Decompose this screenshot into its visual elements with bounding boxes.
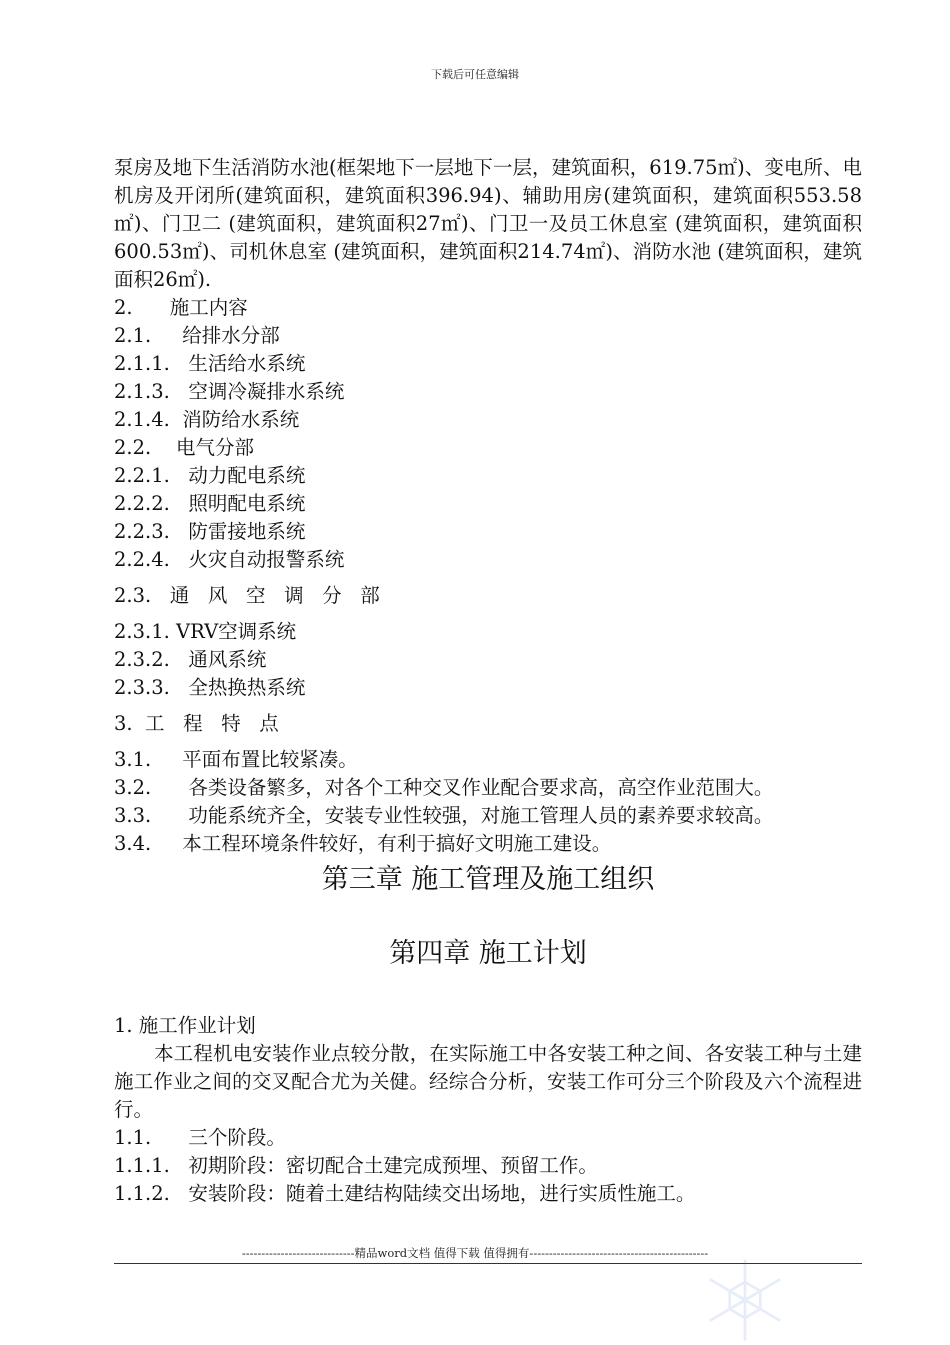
page-footer: -----------------------------精品word文档 值得下载 值得拥有---------------------------------------------- bbox=[241, 1246, 709, 1260]
section-2-3-2: 2.3.2. 通风系统 bbox=[114, 648, 267, 671]
section-3-1: 3.1. 平面布置比较紧凑。 bbox=[114, 748, 358, 771]
section-2-2-3: 2.2.3. 防雷接地系统 bbox=[114, 520, 306, 543]
section-2-3-3: 2.3.3. 全热换热系统 bbox=[114, 676, 306, 699]
section-2-2-4: 2.2.4. 火灾自动报警系统 bbox=[114, 548, 345, 571]
section-2-1-1: 2.1.1. 生活给水系统 bbox=[114, 352, 306, 375]
section-2-1-3: 2.1.3. 空调冷凝排水系统 bbox=[114, 380, 345, 403]
plan-1-1-2: 1.1.2. 安装阶段：随着土建结构陆续交出场地，进行实质性施工。 bbox=[114, 1182, 696, 1205]
plan-1-1: 1.1. 三个阶段。 bbox=[114, 1126, 286, 1149]
section-2-3-title: 2.3. 通 风 空 调 分 部 bbox=[114, 584, 380, 607]
section-3-title: 3. 工 程 特 点 bbox=[114, 712, 279, 735]
page-header: 下载后可任意编辑 bbox=[431, 68, 519, 81]
document-body bbox=[114, 154, 862, 1208]
section-2-1-4: 2.1.4. 消防给水系统 bbox=[114, 408, 300, 431]
section-2-title: 2. 施工内容 bbox=[114, 296, 248, 319]
section-2-3-1: 2.3.1. VRV空调系统 bbox=[114, 620, 297, 643]
section-3-4: 3.4. 本工程环境条件较好，有利于搞好文明施工建设。 bbox=[114, 832, 612, 855]
intro-paragraph: 泵房及地下生活消防水池(框架地下一层地下一层，建筑面积，619.75㎡)、变电所、电机房及开闭所(建筑面积，建筑面积396.94)、辅助用房(建筑面积，建筑面积553.58㎡)、门卫二 (建筑面积，建筑面积27㎡)、门卫一及员工休息室 (建筑面积，建筑面积600.53㎡)、司机休息室 (建筑面积，建筑面积214.74㎡)、消防水池 (建筑面积，建筑面积26㎡). bbox=[114, 156, 862, 291]
snowflake-watermark-icon bbox=[700, 1255, 790, 1345]
section-2-2-1: 2.2.1. 动力配电系统 bbox=[114, 464, 306, 487]
chapter-3-title: 第三章 施工管理及施工组织 bbox=[321, 864, 655, 895]
section-2-1: 2.1. 给排水分部 bbox=[114, 324, 280, 347]
section-3-2: 3.2. 各类设备繁多，对各个工种交叉作业配合要求高，高空作业范围大。 bbox=[114, 776, 774, 799]
plan-1-1-1: 1.1.1. 初期阶段：密切配合土建完成预埋、预留工作。 bbox=[114, 1154, 598, 1177]
plan-paragraph: 本工程机电安装作业点较分散，在实际施工中各安装工种之间、各安装工种与土建施工作业之间的交叉配合尤为关健。经综合分析，安装工作可分三个阶段及六个流程进行。 bbox=[114, 1042, 862, 1121]
section-3-3: 3.3. 功能系统齐全，安装专业性较强，对施工管理人员的素养要求较高。 bbox=[114, 804, 774, 827]
section-2-2-2: 2.2.2. 照明配电系统 bbox=[114, 492, 306, 515]
section-2-2: 2.2. 电气分部 bbox=[114, 436, 255, 459]
chapter-4-title: 第四章 施工计划 bbox=[389, 938, 587, 969]
plan-heading: 1. 施工作业计划 bbox=[114, 1014, 256, 1037]
